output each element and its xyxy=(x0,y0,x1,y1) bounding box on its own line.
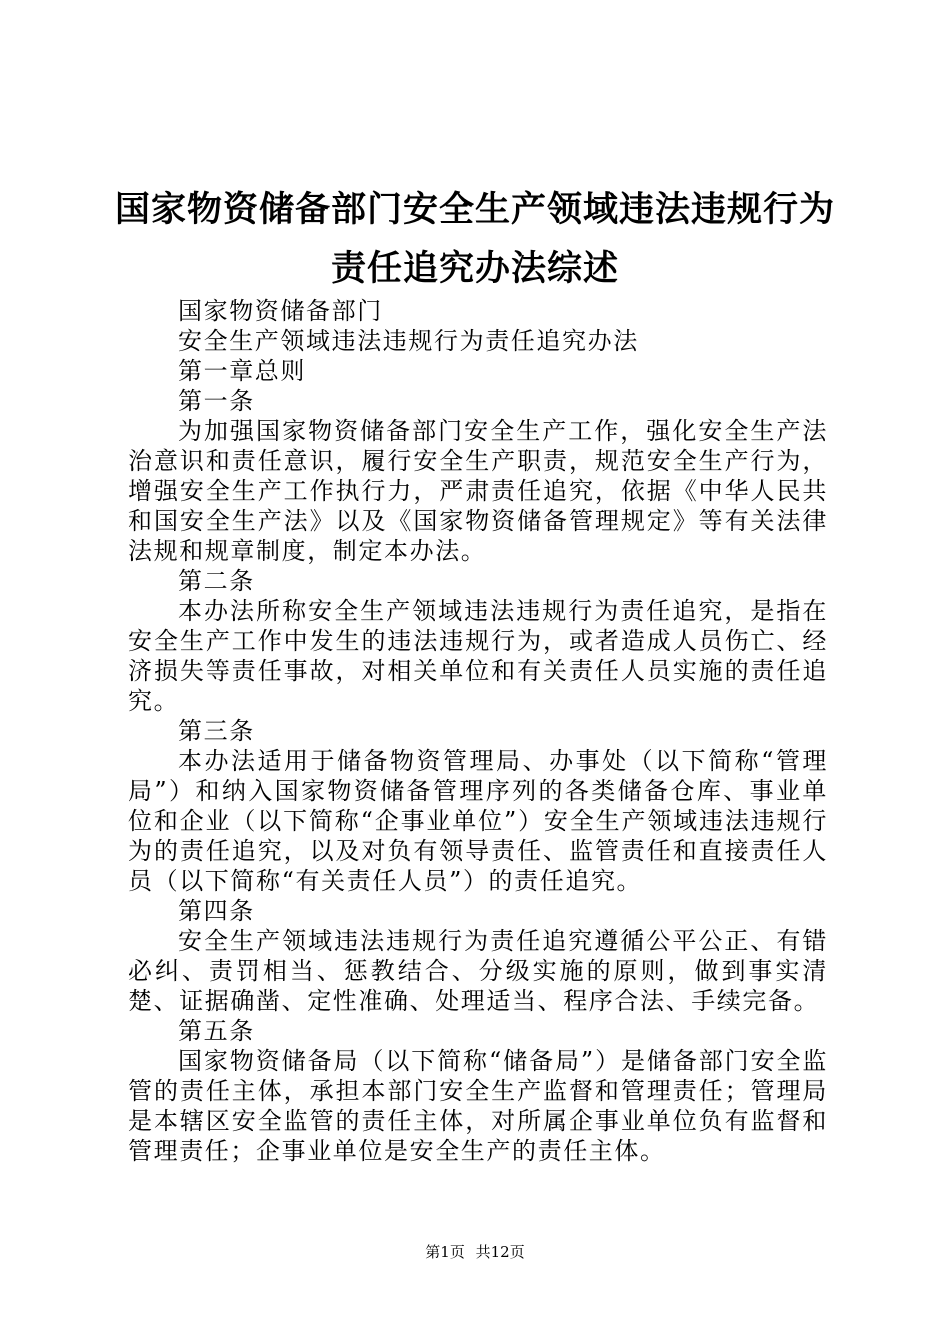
article-heading-4: 第四条 xyxy=(178,897,255,925)
chapter-heading: 第一章总则 xyxy=(178,357,306,385)
article-text-2: 本办法所称安全生产领域违法违规行为责任追究，是指在安全生产工作中发生的违法违规行为，或者造成人员伤亡、经济损失等责任事故，对相关单位和有关责任人员实施的责任追究。 xyxy=(128,597,828,715)
paragraph-department: 国家物资储备部门 xyxy=(178,297,383,325)
page-total: 共12页 xyxy=(475,1243,525,1261)
paragraph-subtitle: 安全生产领域违法违规行为责任追究办法 xyxy=(178,327,639,355)
document-body xyxy=(128,296,828,1166)
document-title-line-2: 责任追究办法综述 xyxy=(330,249,619,289)
article-heading-5: 第五条 xyxy=(178,1017,255,1045)
article-heading-2: 第二条 xyxy=(178,567,255,595)
article-heading-3: 第三条 xyxy=(178,717,255,745)
article-text-1: 为加强国家物资储备部门安全生产工作，强化安全生产法治意识和责任意识，履行安全生产职责，规范安全生产行为，增强安全生产工作执行力，严肃责任追究，依据《中华人民共和国安全生产法》以及《国家物资储备管理规定》等有关法律法规和规章制度，制定本办法。 xyxy=(128,417,828,565)
document-title-line-1: 国家物资储备部门安全生产领域违法违规行为 xyxy=(114,190,835,230)
page-number: 第1页 xyxy=(425,1243,465,1261)
article-text-3: 本办法适用于储备物资管理局、办事处（以下简称“管理局”）和纳入国家物资储备管理序列的各类储备仓库、事业单位和企业（以下简称“企事业单位”）安全生产领域违法违规行为的责任追究，以及对负有领导责任、监管责任和直接责任人员（以下简称“有关责任人员”）的责任追究。 xyxy=(128,747,828,895)
article-text-5: 国家物资储备局（以下简称“储备局”）是储备部门安全监管的责任主体，承担本部门安全生产监督和管理责任；管理局是本辖区安全监管的责任主体，对所属企事业单位负有监督和管理责任；企事业单位是安全生产的责任主体。 xyxy=(128,1047,828,1165)
page-footer xyxy=(0,1242,950,1262)
article-text-4: 安全生产领域违法违规行为责任追究遵循公平公正、有错必纠、责罚相当、惩教结合、分级实施的原则，做到事实清楚、证据确凿、定性准确、处理适当、程序合法、手续完备。 xyxy=(128,927,828,1015)
article-heading-1: 第一条 xyxy=(178,387,255,415)
